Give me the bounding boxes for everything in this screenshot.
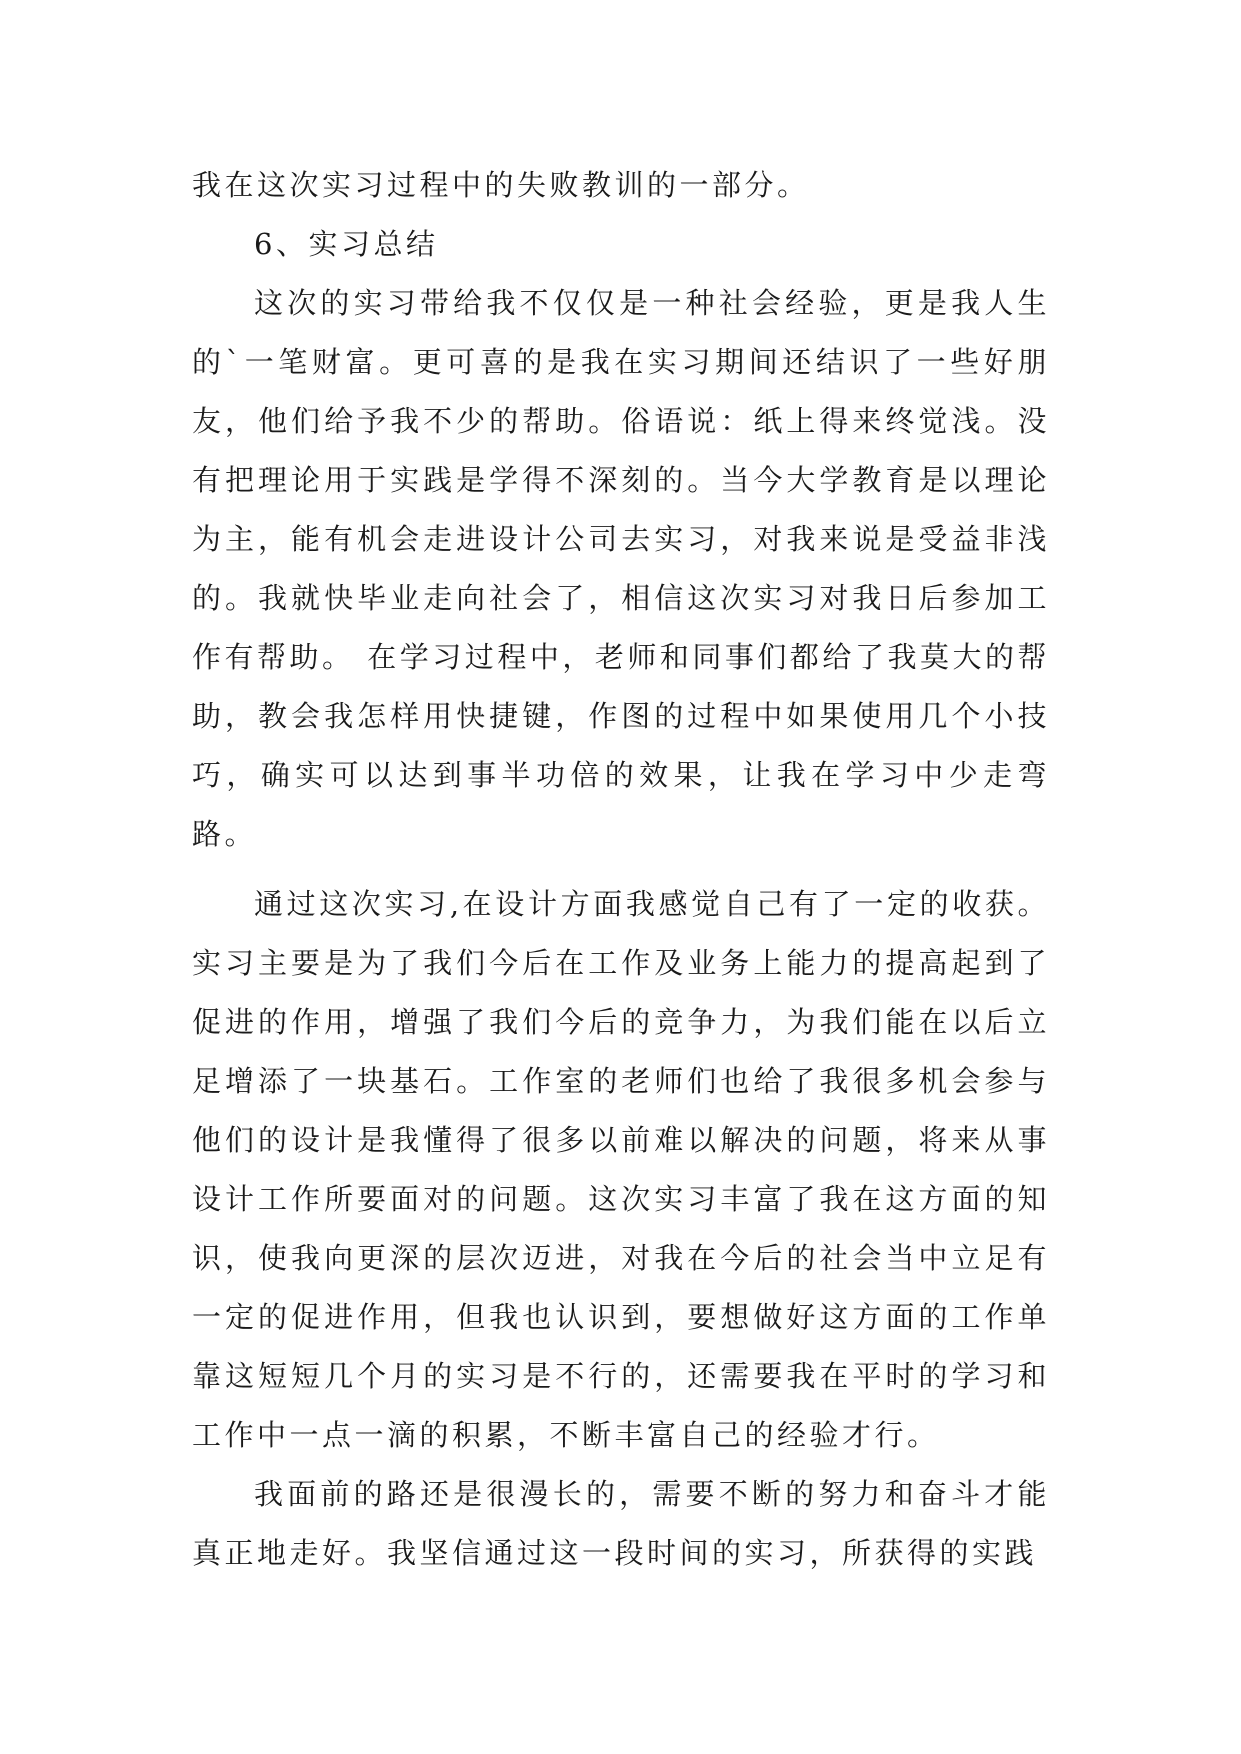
paragraph-continued: 我在这次实习过程中的失败教训的一部分。	[192, 168, 810, 202]
document-body	[192, 156, 1050, 1583]
paragraph: 通过这次实习,在设计方面我感觉自己有了一定的收获。实习主要是为了我们今后在工作及业务上能力的提高起到了促进的作用，增强了我们今后的竞争力，为我们能在以后立足增添了一块基石。工作室的老师们也给了我很多机会参与他们的设计是我懂得了很多以前难以解决的问题，将来从事设计工作所要面对的问题。这次实习丰富了我在这方面的知识，使我向更深的层次迈进，对我在今后的社会当中立足有一定的促进作用，但我也认识到，要想做好这方面的工作单靠这短短几个月的实习是不行的，还需要我在平时的学习和工作中一点一滴的积累，不断丰富自己的经验才行。	[192, 887, 1050, 1452]
section-heading: 6、实习总结	[254, 227, 439, 261]
paragraph: 这次的实习带给我不仅仅是一种社会经验，更是我人生的`一笔财富。更可喜的是我在实习期间还结识了一些好朋友，他们给予我不少的帮助。俗语说：纸上得来终觉浅。没有把理论用于实践是学得不深刻的。当今大学教育是以理论为主，能有机会走进设计公司去实习，对我来说是受益非浅的。我就快毕业走向社会了，相信这次实习对我日后参加工作有帮助。 在学习过程中，老师和同事们都给了我莫大的帮助，教会我怎样用快捷键，作图的过程中如果使用几个小技巧，确实可以达到事半功倍的效果，让我在学习中少走弯路。	[192, 286, 1050, 851]
paragraph: 我面前的路还是很漫长的，需要不断的努力和奋斗才能真正地走好。我坚信通过这一段时间的实习，所获得的实践	[192, 1477, 1050, 1570]
